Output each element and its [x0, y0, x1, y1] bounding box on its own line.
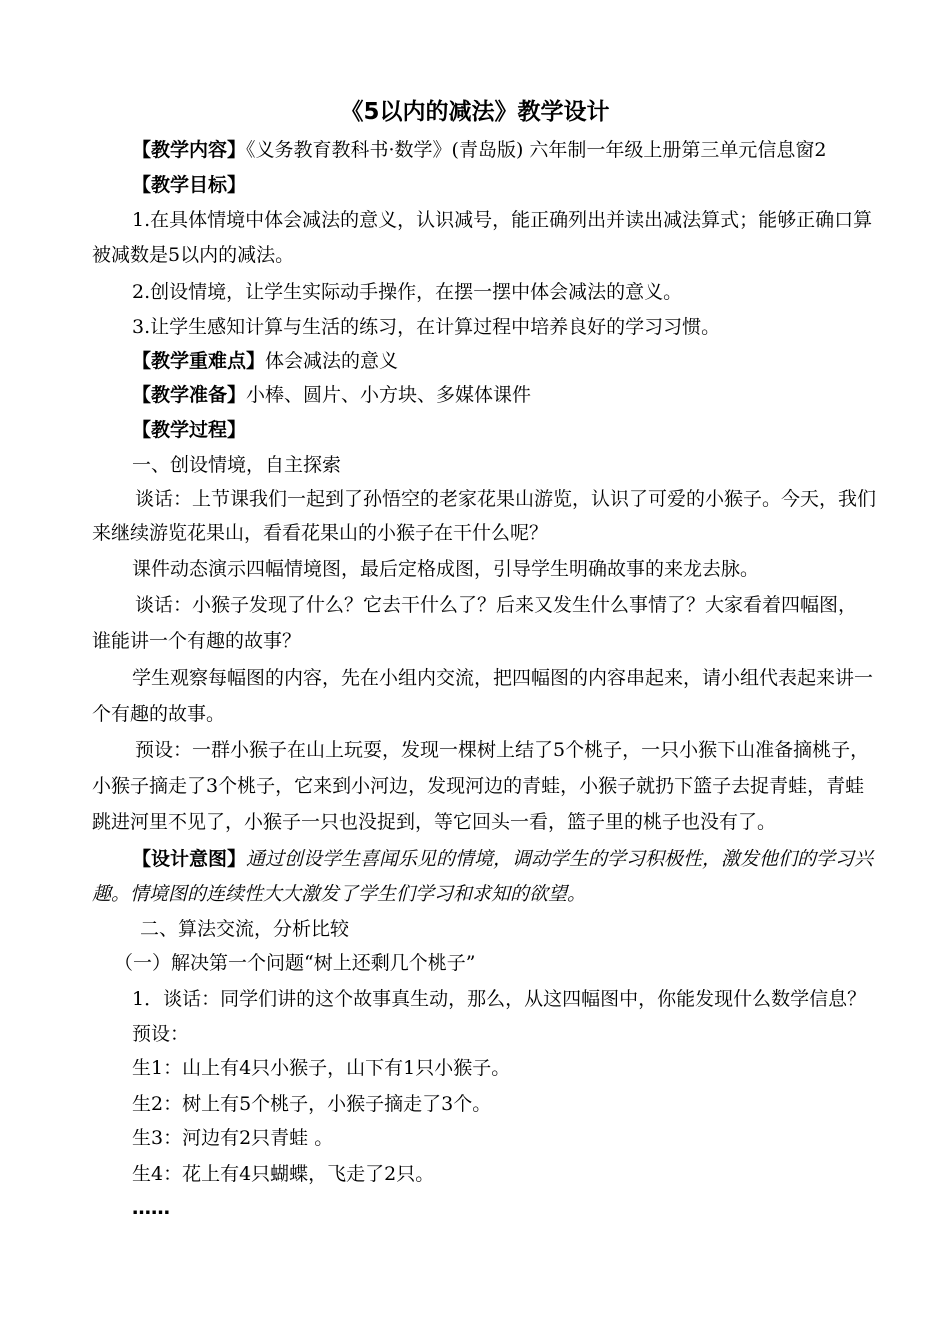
prep-label: 【教学准备】 — [132, 384, 247, 406]
content-row — [132, 138, 827, 162]
question-1: 1．谈话：同学们讲的这个故事真生动，那么，从这四幅图中，你能发现什么数学信息？ — [132, 988, 867, 1010]
paragraph-2: 课件动态演示四幅情境图，最后定格成图，引导学生明确故事的来龙去脉。 — [132, 558, 760, 580]
content-label: 【教学内容】 — [132, 139, 247, 161]
prep-text: 小棒、圆片、小方块、多媒体课件 — [246, 384, 532, 406]
preset-label: 预设： — [132, 1023, 190, 1045]
keypoint-row — [132, 349, 398, 373]
design-intent-line-2: 趣。情境图的连续性大大激发了学生们学习和求知的欲望。 — [92, 883, 587, 905]
ellipsis: …… — [132, 1197, 170, 1219]
design-intent-line-1 — [132, 847, 873, 871]
subsection-1-heading: （一）解决第一个问题“树上还剩几个桃子” — [114, 952, 476, 974]
goal-item-2: 2.创设情境，让学生实际动手操作，在摆一摆中体会减法的意义。 — [132, 281, 683, 303]
student-answer-3: 生3：河边有2只青蛙 。 — [132, 1127, 334, 1149]
paragraph-5-line-1: 预设：一群小猴子在山上玩耍，发现一棵树上结了5个桃子，一只小猴下山准备摘桃子， — [135, 739, 870, 761]
section-1-heading: 一、创设情境，自主探索 — [132, 454, 342, 476]
student-answer-4: 生4：花上有4只蝴蝶，飞走了2只。 — [132, 1163, 435, 1185]
page-title: 《5以内的减法》教学设计 — [340, 99, 610, 125]
student-answer-1: 生1：山上有4只小猴子，山下有1只小猴子。 — [132, 1057, 511, 1079]
paragraph-3-line-2: 谁能讲一个有趣的故事？ — [92, 630, 302, 652]
goal-item-1-line-1: 1.在具体情境中体会减法的意义，认识减号，能正确列出并读出减法算式；能够正确口算 — [132, 209, 873, 231]
paragraph-1-line-1: 谈话：上节课我们一起到了孙悟空的老家花果山游览，认识了可爱的小猴子。今天，我们 — [135, 488, 877, 510]
section-2-heading: 二、算法交流，分析比较 — [140, 918, 350, 940]
goal-item-1-line-2: 被减数是5以内的减法。 — [92, 244, 295, 266]
goals-label: 【教学目标】 — [132, 174, 247, 196]
keypoint-label: 【教学重难点】 — [132, 350, 266, 372]
content-text: 《义务教育教科书·数学》(青岛版) 六年制一年级上册第三单元信息窗2 — [246, 139, 827, 161]
paragraph-4-line-1: 学生观察每幅图的内容，先在小组内交流，把四幅图的内容串起来，请小组代表起来讲一 — [132, 667, 874, 689]
keypoint-text: 体会减法的意义 — [265, 350, 399, 372]
design-intent-text: 通过创设学生喜闻乐见的情境，调动学生的学习积极性，激发他们的学习兴 — [246, 848, 874, 870]
paragraph-5-line-3: 跳进河里不见了，小猴子一只也没捉到，等它回头一看，篮子里的桃子也没有了。 — [92, 811, 777, 833]
paragraph-5-line-2: 小猴子摘走了3个桃子，它来到小河边，发现河边的青蛙，小猴子就扔下篮子去捉青蛙，青蛙 — [92, 775, 865, 797]
paragraph-4-line-2: 个有趣的故事。 — [92, 703, 226, 725]
student-answer-2: 生2：树上有5个桃子，小猴子摘走了3个。 — [132, 1093, 492, 1115]
paragraph-1-line-2: 来继续游览花果山，看看花果山的小猴子在干什么呢？ — [92, 522, 549, 544]
goal-item-3: 3.让学生感知计算与生活的练习，在计算过程中培养良好的学习习惯。 — [132, 316, 721, 338]
paragraph-3-line-1: 谈话：小猴子发现了什么？它去干什么了？后来又发生什么事情了？大家看着四幅图， — [135, 594, 858, 616]
design-intent-label: 【设计意图】 — [132, 848, 247, 870]
prep-row — [132, 383, 531, 407]
process-label: 【教学过程】 — [132, 419, 247, 441]
